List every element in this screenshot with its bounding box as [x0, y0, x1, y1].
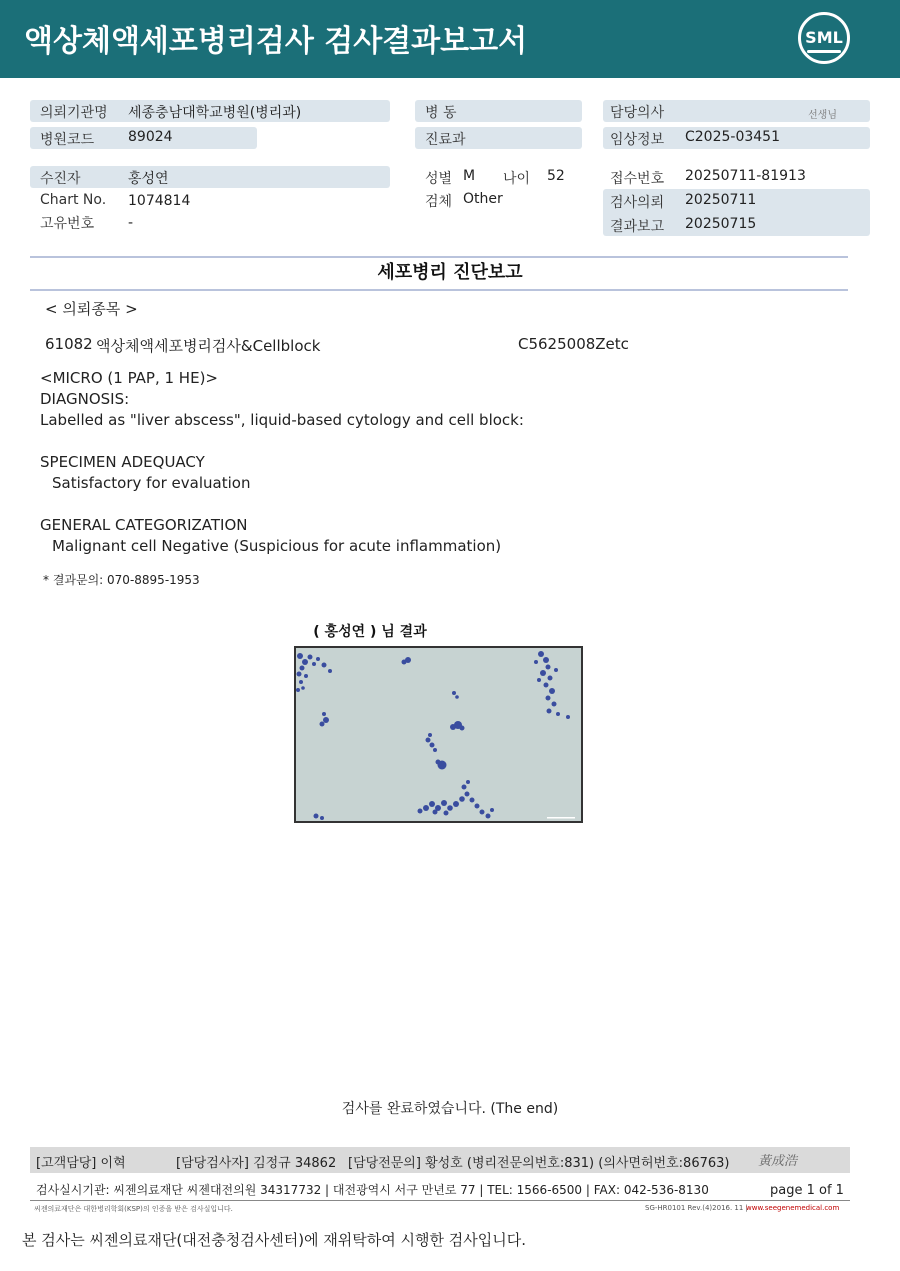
footer-website: www.seegenemedical.com — [746, 1204, 840, 1212]
image-caption: ( 홍성연 ) 님 결과 — [313, 624, 427, 640]
specimen-value: Other — [463, 191, 503, 207]
request-date-label: 검사의뢰 — [610, 195, 665, 211]
report-date-value: 20250715 — [685, 216, 757, 232]
age-label: 나이 — [503, 171, 531, 187]
categorization-text: Malignant cell Negative (Suspicious for acute inflammation) — [52, 537, 502, 555]
footer-page: page 1 of 1 — [770, 1183, 844, 1198]
clinical-info-value: C2025-03451 — [685, 129, 780, 145]
department-label: 진료과 — [425, 132, 466, 148]
institution-value: 세종충남대학교병원(병리과) — [128, 105, 302, 121]
report-header — [0, 0, 900, 78]
patient-field — [30, 166, 390, 188]
referral-note: 본 검사는 씨젠의료재단(대전충청검사센터)에 재위탁하여 시행한 검사입니다. — [22, 1231, 526, 1249]
result-contact: * 결과문의: 070-8895-1953 — [43, 573, 200, 587]
receipt-no-label: 접수번호 — [610, 171, 665, 187]
doctor-label: 담당의사 — [610, 105, 665, 121]
section-divider-bottom — [30, 289, 848, 291]
ward-label: 병 동 — [425, 105, 457, 121]
test-id: C5625008Zetc — [518, 335, 629, 353]
sex-label: 성별 — [425, 171, 453, 187]
receipt-no-value: 20250711-81913 — [685, 168, 806, 184]
footer-divider — [30, 1200, 850, 1201]
test-code: 61082 — [45, 335, 93, 353]
footer-institution: 검사실시기관: 씨젠의료재단 씨젠대전의원 34317732 | 대전광역시 서구 만년로 77 | TEL: 1566-6500 | FAX: 042-536-8130 — [36, 1183, 709, 1197]
diagnosis-text: Labelled as "liver abscess", liquid-based cytology and cell block: — [40, 411, 524, 429]
sml-logo-arc — [807, 50, 841, 53]
report-date-label: 결과보고 — [610, 219, 665, 235]
micro-line: <MICRO (1 PAP, 1 HE)> — [40, 369, 218, 387]
adequacy-heading: SPECIMEN ADEQUACY — [40, 453, 205, 471]
footer-specialist: [담당전문의] 황성호 (병리전문의번호:831) (의사면허번호:86763) — [348, 1156, 730, 1171]
sml-logo-text: SML — [805, 28, 843, 47]
cell-cluster-graphic — [296, 648, 581, 821]
institution-label: 의뢰기관명 — [40, 105, 108, 121]
age-value: 52 — [547, 168, 565, 184]
specimen-label: 검체 — [425, 194, 453, 210]
unique-no-value: - — [128, 215, 134, 231]
doctor-suffix: 선생님 — [808, 110, 837, 121]
end-message: 검사를 완료하였습니다. (The end) — [341, 1101, 559, 1117]
hospital-code-value: 89024 — [128, 129, 173, 145]
footer-signature: 黃成浩 — [758, 1154, 798, 1169]
patient-value: 홍성연 — [128, 171, 169, 187]
sml-logo — [798, 12, 850, 64]
clinical-info-label: 임상정보 — [610, 132, 665, 148]
hospital-code-label: 병원코드 — [40, 132, 95, 148]
sex-value: M — [463, 168, 476, 184]
request-type: < 의뢰종목 > — [45, 300, 138, 318]
footer-form-code: SG-HR0101 Rev.(4)2016. 11 | — [645, 1204, 748, 1212]
report-title: 액상체액세포병리검사 검사결과보고서 — [24, 24, 528, 59]
chart-no-label: Chart No. — [40, 192, 107, 208]
diagnosis-heading: DIAGNOSIS: — [40, 390, 130, 408]
section-title: 세포병리 진단보고 — [377, 262, 523, 283]
test-name: 액상체액세포병리검사&Cellblock — [96, 337, 321, 355]
unique-no-label: 고유번호 — [40, 216, 95, 232]
adequacy-text: Satisfactory for evaluation — [52, 474, 251, 492]
request-date-value: 20250711 — [685, 192, 757, 208]
patient-label: 수진자 — [40, 171, 81, 187]
footer-technician: [담당검사자] 김정규 34862 — [176, 1156, 337, 1171]
microscopy-image — [294, 646, 583, 823]
categorization-heading: GENERAL CATEGORIZATION — [40, 516, 248, 534]
footer-contact-person: [고객담당] 이혁 — [36, 1156, 126, 1171]
chart-no-value: 1074814 — [128, 193, 191, 209]
footer-certification: 씨젠의료재단은 대한병리학회(KSP)의 인증을 받은 검사실입니다. — [34, 1205, 233, 1213]
